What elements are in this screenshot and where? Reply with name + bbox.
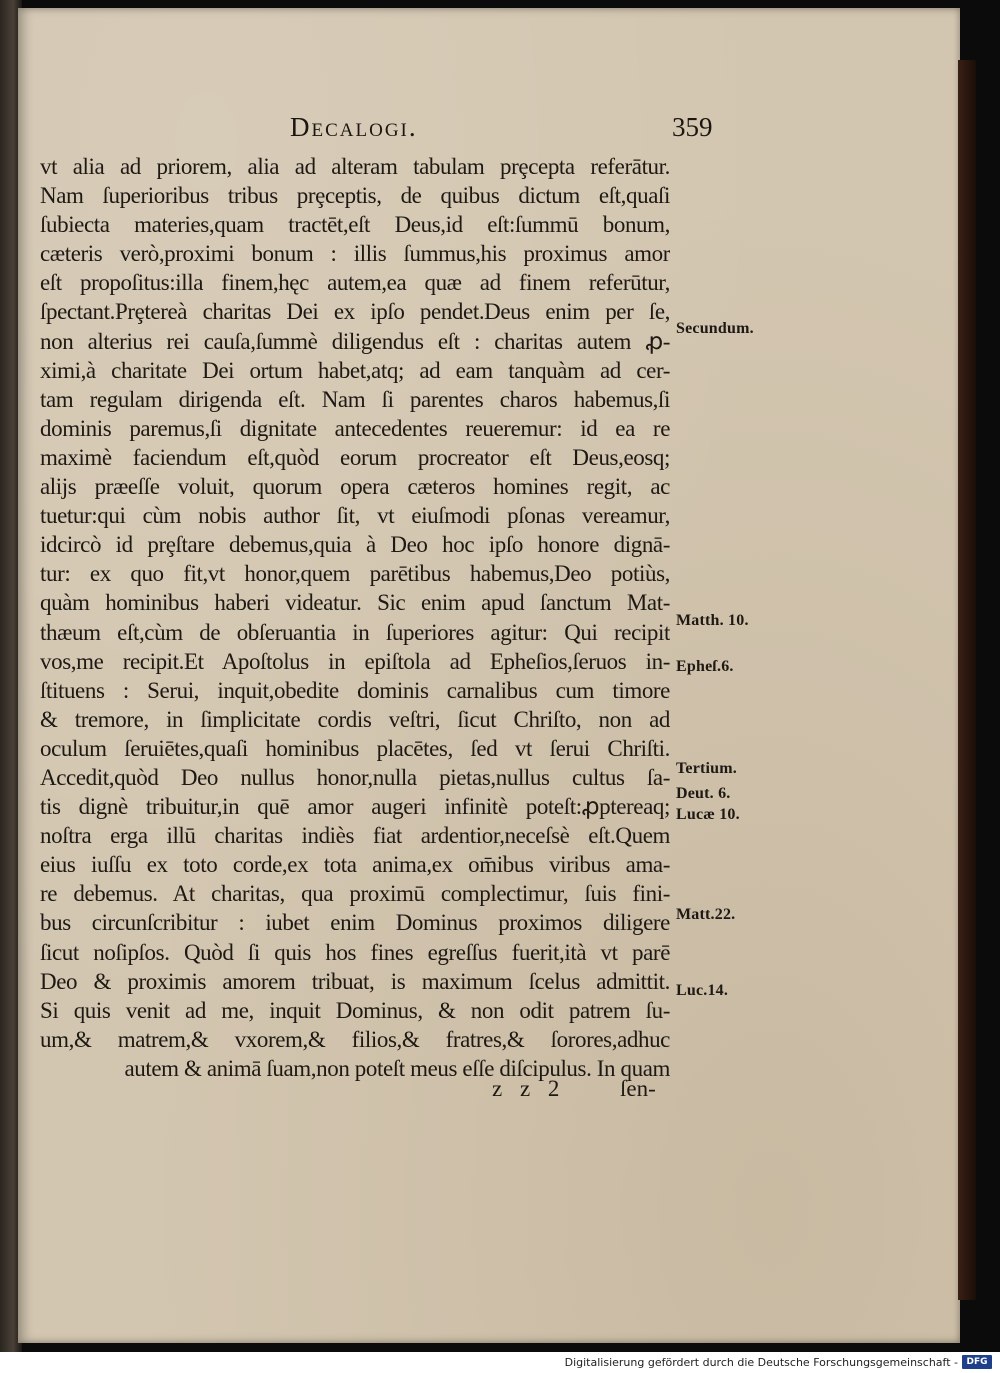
text-line: um,& matrem,& vxorem,& filios,& fratres,& ſorores,adhuc xyxy=(40,1026,670,1052)
text-line: thæum eſt,cùm de obſeruantia in ſuperiores agitur: Qui recipit xyxy=(40,619,670,645)
text-line: Deo & proximis amorem tribuat, is maximum ſcelus admittit. xyxy=(40,968,670,994)
text-line: bus circunſcribitur : iubet enim Dominus proximos diligere xyxy=(40,910,670,936)
text-line: ximi,à charitate Dei ortum habet,atq; ad eam tanquàm ad cer- xyxy=(40,357,670,383)
text-line: Si quis venit ad me, inquit Dominus, & non odit patrem ſu- xyxy=(40,997,670,1023)
text-line: alijs præeſſe voluit, quorum opera cæteros homines regit, ac xyxy=(40,474,670,500)
text-line: tam regulam dirigenda eſt. Nam ſi parentes charos habemus,ſi xyxy=(40,386,670,412)
text-line: vt alia ad priorem, alia ad alteram tabulam prȩcepta referātur. xyxy=(40,154,670,179)
text-line: tuetur:qui cùm nobis author ſit, vt eiuſmodi pſonas vereamur, xyxy=(40,503,670,529)
text-line: eius iuſſu ex toto corde,ex tota anima,ex om̄ibus viribus ama- xyxy=(40,852,670,878)
text-line: dominis paremus,ſi dignitate antecedentes reueremur: id ea re xyxy=(40,415,670,441)
dfg-logo: DFG xyxy=(962,1355,992,1369)
running-head: Decalogi. xyxy=(290,112,418,142)
text-line: oculum ſeruiētes,quaſi hominibus placētes, ſed vt ſerui Chriſti. xyxy=(40,735,670,761)
text-line: cæteris verò,proximi bonum : illis ſummus,his proximus amor xyxy=(40,241,670,267)
text-line: tis dignè tribuitur,in quē amor augeri infinitè poteſt:ꝓptereaq; xyxy=(40,794,670,820)
footer-bar xyxy=(0,1352,1000,1373)
marginal-note: Lucæ 10. xyxy=(676,806,740,823)
text-line: & tremore, in ſimplicitate cordis veſtri, ſicut Chriſto, non ad xyxy=(40,706,670,732)
text-line: ſpectant.Prȩtereà charitas Dei ex ipſo pendet.Deus enim per ſe, xyxy=(40,299,670,325)
text-line: noſtra erga illū charitas indiès fiat ardentior,neceſsè eſt.Quem xyxy=(40,823,670,849)
text-line: quàm hominibus haberi videatur. Sic enim apud ſanctum Mat- xyxy=(40,590,670,616)
text-line: idcircò id prȩſtare debemus,quia à Deo hoc ipſo honore dignā- xyxy=(40,532,670,558)
body-text xyxy=(40,152,670,1083)
marginal-note: Matth. 10. xyxy=(676,612,749,629)
text-line: ſtituens : Serui, inquit,obedite dominis carnalibus cum timore xyxy=(40,677,670,703)
marginal-note: Secundum. xyxy=(676,320,754,337)
marginal-note: Epheſ.6. xyxy=(676,658,734,675)
text-line: eſt propoſitus:illa finem,hęc autem,ea quæ ad finem referūtur, xyxy=(40,270,670,296)
page-number: 359 xyxy=(672,112,713,142)
text-line: vos,me recipit.Et Apoſtolus in epiſtola ad Epheſios,ſeruos in- xyxy=(40,648,670,674)
text-line: Nam ſuperioribus tribus prȩceptis, de quibus dictum eſt,quaſi xyxy=(40,183,670,209)
signature-mark: z z 2 xyxy=(492,1076,566,1101)
catchword: ſen- xyxy=(620,1076,656,1101)
text-line: ſicut noſipſos. Quòd ſi quis hos fines egreſſus fuerit,ità vt parē xyxy=(40,939,670,965)
text-line: Accedit,quòd Deo nullus honor,nulla pietas,nullus cultus ſa- xyxy=(40,764,670,790)
text-line: maximè faciendum eſt,quòd eorum procreator eſt Deus,eosq; xyxy=(40,444,670,470)
text-line: re debemus. At charitas, qua proximū complectimur, ſuis fini- xyxy=(40,881,670,907)
marginal-note: Luc.14. xyxy=(676,982,729,999)
text-line: non alterius rei cauſa,ſummè diligendus eſt : charitas autem ꝓ- xyxy=(40,328,670,354)
marginal-note: Matt.22. xyxy=(676,906,736,923)
footer-credit: Digitalisierung gefördert durch die Deutsche Forschungsgemeinschaft - xyxy=(564,1356,958,1369)
text-line: tur: ex quo fit,vt honor,quem parētibus habemus,Deo potiùs, xyxy=(40,561,670,587)
marginal-note: Tertium. xyxy=(676,760,738,777)
text-line: autem & animā ſuam,non poteſt meus eſſe diſcipulus. In quam xyxy=(124,1055,670,1081)
page-edge xyxy=(958,60,976,1300)
marginal-note: Deut. 6. xyxy=(676,785,731,802)
text-line: ſubiecta materies,quam tractēt,eſt Deus,id eſt:ſummū bonum, xyxy=(40,212,670,238)
